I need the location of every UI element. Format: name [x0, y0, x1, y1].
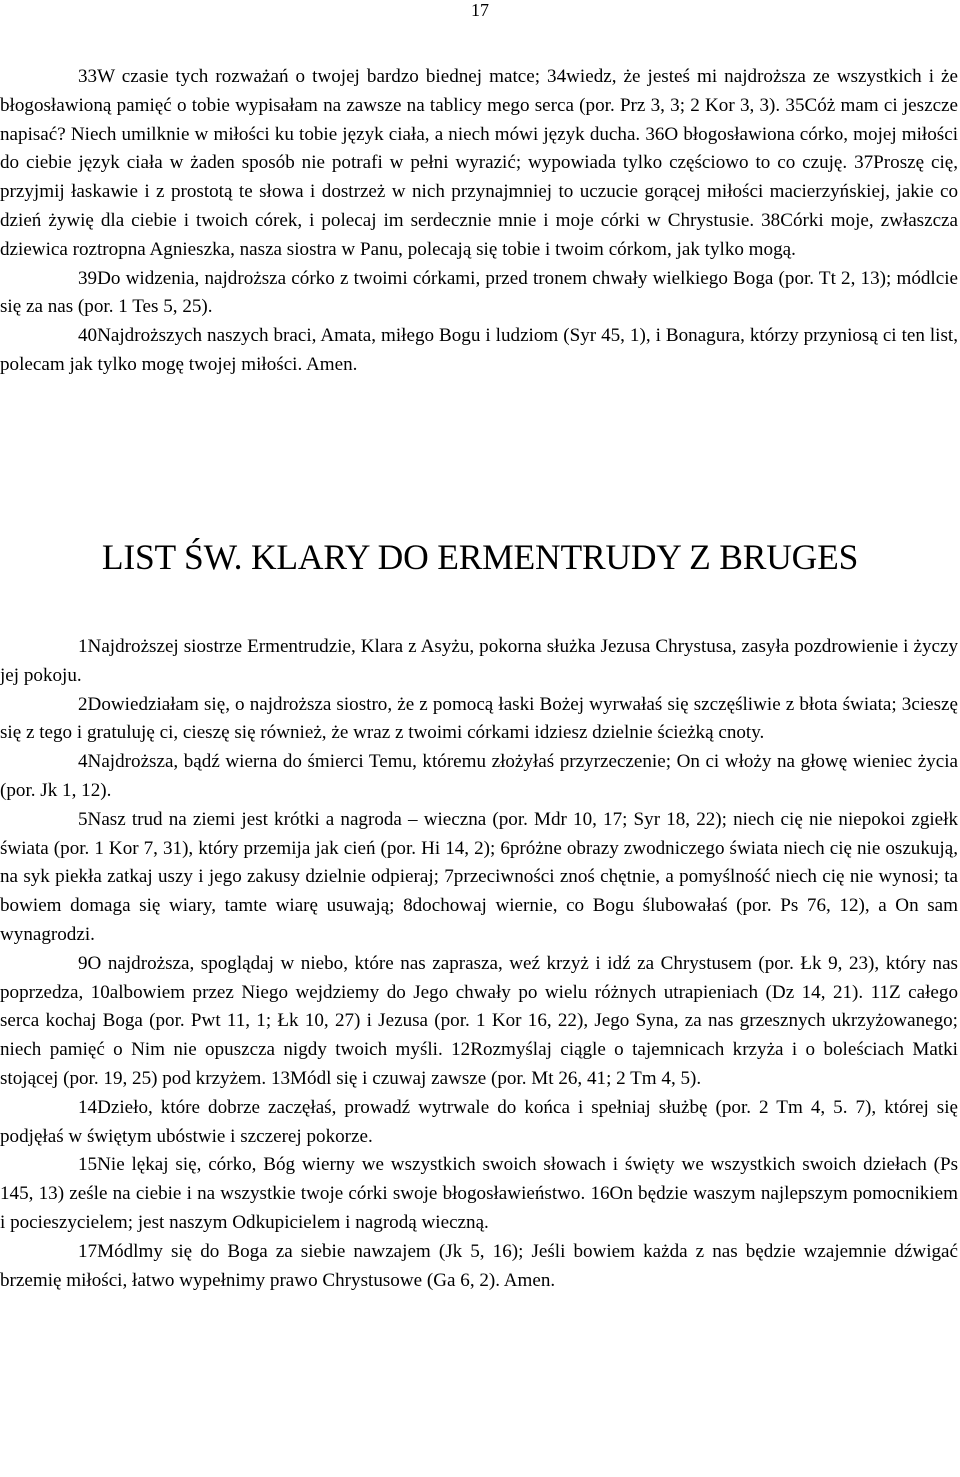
- paragraph-39: 39Do widzenia, najdroższa córko z twoimi córkami, przed tronem chwały wielkiego Boga (por. Tt 2, 13); módlcie się za nas (por. 1 Tes 5, 25).: [0, 267, 958, 318]
- paragraph-5-8: 5Nasz trud na ziemi jest krótki a nagroda – wieczna (por. Mdr 10, 17; Syr 18, 22); niech cię nie niepokoi zgiełk świata (por. 1 Kor 7, 31), który przemija jak cień (por. Hi 14, 2); 6próżne obrazy zwodniczego świata niech cię nie oszukują, na syk piekła zatkaj uszy i jego zakusy dzielnie odpieraj; 7przeciwności znoś chętnie, a pomyślność niech cię nie wynosi; ta bowiem domaga się wiary, tamte wiarę usuwają; 8dochowaj wiernie, co Bogu ślubowałaś (por. Ps 76, 12), a On sam wynagrodzi.: [0, 808, 958, 945]
- paragraph-15-16: 15Nie lękaj się, córko, Bóg wierny we wszystkich swoich słowach i święty we wszystkich swoich dziełach (Ps 145, 13) ześle na ciebie i na wszystkie twoje córki swoje błogosławieństwo. 16On będzie waszym najlepszym pomocnikiem i pocieszycielem; jest naszym Odkupicielem i nagrodą wieczną.: [0, 1154, 958, 1233]
- letter-body: [0, 633, 958, 1295]
- paragraph-17: 17Módlmy się do Boga za siebie nawzajem (Jk 5, 16); Jeśli bowiem każda z nas będzie wzajemnie dźwigać brzemię miłości, łatwo wypełnimy prawo Chrystusowe (Ga 6, 2). Amen.: [0, 1240, 958, 1291]
- paragraph-1: 1Najdroższej siostrze Ermentrudzie, Klara z Asyżu, pokorna służka Jezusa Chrystusa, zasyła pozdrowienie i życzy jej pokoju.: [0, 636, 958, 686]
- paragraph-2-3: 2Dowiedziałam się, o najdroższa siostro, że z pomocą łaski Bożej wyrwałaś się szczęśliwie z błota świata; 3cieszę się z tego i gratuluję ci, cieszę się również, że wraz z twoimi córkami idziesz dzielnie ścieżką cnoty.: [0, 693, 958, 744]
- paragraph-9-13: 9O najdroższa, spoglądaj w niebo, które nas zaprasza, weź krzyż i idź za Chrystusem (por. Łk 9, 23), który nas poprzedza, 10albowiem przez Niego wejdziemy do Jego chwały po wielu różnych utrapieniach (Dz 14, 21). 11Z całego serca kochaj Boga (por. Pwt 11, 1; Łk 10, 27) i Jezusa (por. 1 Kor 16, 22), Jego Syna, za nas grzesznych ukrzyżowanego; niech pamięć o Nim nie opuszcza nigdy twoich myśli. 12Rozmyślaj ciągle o tajemnicach krzyża i o boleściach Matki stojącej (por. 19, 25) pod krzyżem. 13Módl się i czuwaj zawsze (por. Mt 26, 41; 2 Tm 4, 5).: [0, 952, 958, 1089]
- letter-continuation: [0, 63, 958, 380]
- paragraph-33-38: 33W czasie tych rozważań o twojej bardzo biednej matce; 34wiedz, że jesteś mi najdroższa ze wszystkich i że błogosławioną pamięć o tobie wypisałam na zawsze na tablicy mego serca (por. Prz 3, 3; 2 Kor 3, 3). 35Cóż mam ci jeszcze napisać? Niech umilknie w miłości ku tobie język ciała, a niech mówi język ducha. 36O błogosławiona córko, mojej miłości do ciebie język ciała w żaden sposób nie potrafi w pełni wyrazić; wypowiada tylko częściowo to co czuję. 37Proszę cię, przyjmij łaskawie i z prostotą te słowa i dostrzeż w nich przynajmniej to uczucie gorącej miłości macierzyńskiej, jakie co dzień żywię dla ciebie i twoich córek, i polecaj im serdecznie mnie i moje córki w Chrystusie. 38Córki moje, zwłaszcza dziewica roztropna Agnieszka, nasza siostra w Panu, polecają się tobie i twoim córkom, jak tylko mogą.: [0, 66, 958, 260]
- paragraph-14: 14Dzieło, które dobrze zaczęłaś, prowadź wytrwale do końca i spełniaj służbę (por. 2 Tm 4, 5. 7), której się podjęłaś w świętym ubóstwie i szczerej pokorze.: [0, 1096, 958, 1147]
- letter-title: LIST ŚW. KLARY DO ERMENTRUDY Z BRUGES: [101, 537, 859, 577]
- page-number: 17: [471, 0, 489, 20]
- paragraph-4: 4Najdroższa, bądź wierna do śmierci Temu, któremu złożyłaś przyrzeczenie; On ci włoży na głowę wieniec życia (por. Jk 1, 12).: [0, 751, 958, 801]
- paragraph-40: 40Najdroższych naszych braci, Amata, miłego Bogu i ludziom (Syr 45, 1), i Bonagura, którzy przyniosą ci ten list, polecam jak tylko mogę twojej miłości. Amen.: [0, 325, 958, 375]
